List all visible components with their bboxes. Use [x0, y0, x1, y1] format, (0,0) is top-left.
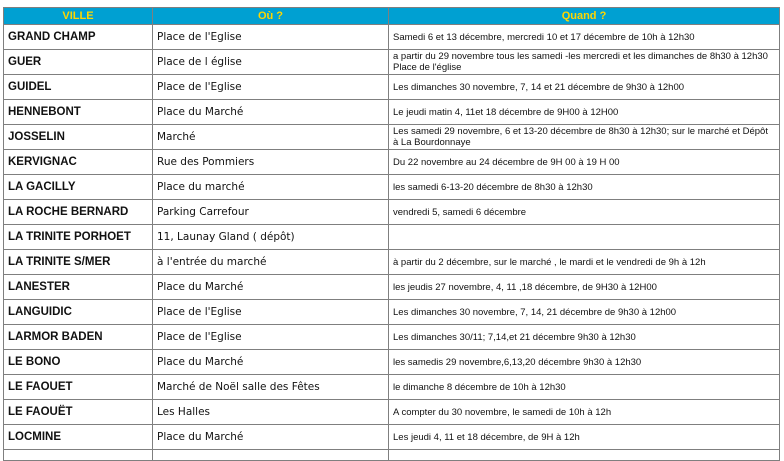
table-row [4, 75, 780, 100]
cell-ou[interactable]: à l'entrée du marché [153, 250, 389, 275]
table-row [4, 50, 780, 75]
cell-ou[interactable]: Place du Marché [153, 425, 389, 450]
cell-quand[interactable]: Samedi 6 et 13 décembre, mercredi 10 et 17 décembre de 10h à 12h30 [389, 25, 780, 50]
cell-quand[interactable]: Le jeudi matin 4, 11et 18 décembre de 9H00 à 12H00 [389, 100, 780, 125]
header-row [4, 8, 780, 25]
table-row-partial [4, 450, 780, 461]
cell-ville[interactable]: LA GACILLY [4, 175, 153, 200]
table-row [4, 225, 780, 250]
header-ou[interactable]: Où ? [153, 8, 389, 25]
table-row [4, 250, 780, 275]
table-row [4, 400, 780, 425]
cell-ville[interactable]: LANESTER [4, 275, 153, 300]
cell-ville[interactable]: LA TRINITE PORHOET [4, 225, 153, 250]
cell-ville[interactable]: LANGUIDIC [4, 300, 153, 325]
cell-ou[interactable]: Place de l église [153, 50, 389, 75]
cell-ville[interactable]: LARMOR BADEN [4, 325, 153, 350]
table-row [4, 275, 780, 300]
table-row [4, 100, 780, 125]
cell-ville[interactable]: GUIDEL [4, 75, 153, 100]
cell-ville[interactable]: GRAND CHAMP [4, 25, 153, 50]
cell-quand[interactable]: Les dimanches 30/11; 7,14,et 21 décembre 9h30 à 12h30 [389, 325, 780, 350]
cell-ou[interactable]: Place de l'Eglise [153, 75, 389, 100]
cell-ou[interactable]: Place de l'Eglise [153, 25, 389, 50]
cell-ville[interactable]: LOCMINE [4, 425, 153, 450]
cell-quand[interactable]: les samedi 6-13-20 décembre de 8h30 à 12h30 [389, 175, 780, 200]
cell-ou[interactable]: Parking Carrefour [153, 200, 389, 225]
cell-ou[interactable]: Place du Marché [153, 100, 389, 125]
cell-quand[interactable] [389, 225, 780, 250]
cell-ville[interactable] [4, 450, 153, 461]
cell-ou[interactable]: Place du Marché [153, 350, 389, 375]
cell-ville[interactable]: LE FAOUËT [4, 400, 153, 425]
header-ville[interactable]: VILLE [4, 8, 153, 25]
cell-quand[interactable]: Du 22 novembre au 24 décembre de 9H 00 à 19 H 00 [389, 150, 780, 175]
cell-ville[interactable]: LA TRINITE S/MER [4, 250, 153, 275]
cell-quand[interactable]: vendredi 5, samedi 6 décembre [389, 200, 780, 225]
cell-ville[interactable]: JOSSELIN [4, 125, 153, 150]
cell-ville[interactable]: LA ROCHE BERNARD [4, 200, 153, 225]
table-row [4, 25, 780, 50]
cell-quand[interactable]: les jeudis 27 novembre, 4, 11 ,18 décembre, de 9H30 à 12H00 [389, 275, 780, 300]
table-row [4, 425, 780, 450]
cell-quand[interactable]: A compter du 30 novembre, le samedi de 10h à 12h [389, 400, 780, 425]
cell-ville[interactable]: LE FAOUET [4, 375, 153, 400]
table-row [4, 125, 780, 150]
cell-ou[interactable]: Place du Marché [153, 275, 389, 300]
cell-quand[interactable]: les samedis 29 novembre,6,13,20 décembre 9h30 à 12h30 [389, 350, 780, 375]
cell-ou[interactable]: Marché [153, 125, 389, 150]
cell-ou[interactable]: Place du marché [153, 175, 389, 200]
table-row [4, 200, 780, 225]
table-row [4, 150, 780, 175]
cell-quand[interactable]: Les dimanches 30 novembre, 7, 14, 21 décembre de 9h30 à 12h00 [389, 300, 780, 325]
cell-ou[interactable]: Marché de Noël salle des Fêtes [153, 375, 389, 400]
cell-ou[interactable]: Place de l'Eglise [153, 300, 389, 325]
cell-quand[interactable]: Les jeudi 4, 11 et 18 décembre, de 9H à 12h [389, 425, 780, 450]
markets-table [3, 7, 780, 461]
header-quand[interactable]: Quand ? [389, 8, 780, 25]
cell-ou[interactable] [153, 450, 389, 461]
cell-ville[interactable]: HENNEBONT [4, 100, 153, 125]
cell-ou[interactable]: Place de l'Eglise [153, 325, 389, 350]
cell-quand[interactable]: Les dimanches 30 novembre, 7, 14 et 21 décembre de 9h30 à 12h00 [389, 75, 780, 100]
cell-quand[interactable]: Les samedi 29 novembre, 6 et 13-20 décembre de 8h30 à 12h30; sur le marché et Dépôt à La Bourdonnaye [389, 125, 780, 150]
table-body [4, 25, 780, 461]
cell-ville[interactable]: KERVIGNAC [4, 150, 153, 175]
table-row [4, 375, 780, 400]
cell-quand[interactable]: à partir du 2 décembre, sur le marché , le mardi et le vendredi de 9h à 12h [389, 250, 780, 275]
table-row [4, 300, 780, 325]
cell-ou[interactable]: Rue des Pommiers [153, 150, 389, 175]
cell-quand[interactable] [389, 450, 780, 461]
table-row [4, 325, 780, 350]
cell-ville[interactable]: LE BONO [4, 350, 153, 375]
table-row [4, 350, 780, 375]
cell-quand[interactable]: le dimanche 8 décembre de 10h à 12h30 [389, 375, 780, 400]
cell-quand[interactable]: a partir du 29 novembre tous les samedi -les mercredi et les dimanches de 8h30 à 12h30 Place de l'église [389, 50, 780, 75]
table-row [4, 175, 780, 200]
cell-ou[interactable]: 11, Launay Gland ( dépôt) [153, 225, 389, 250]
cell-ville[interactable]: GUER [4, 50, 153, 75]
cell-ou[interactable]: Les Halles [153, 400, 389, 425]
